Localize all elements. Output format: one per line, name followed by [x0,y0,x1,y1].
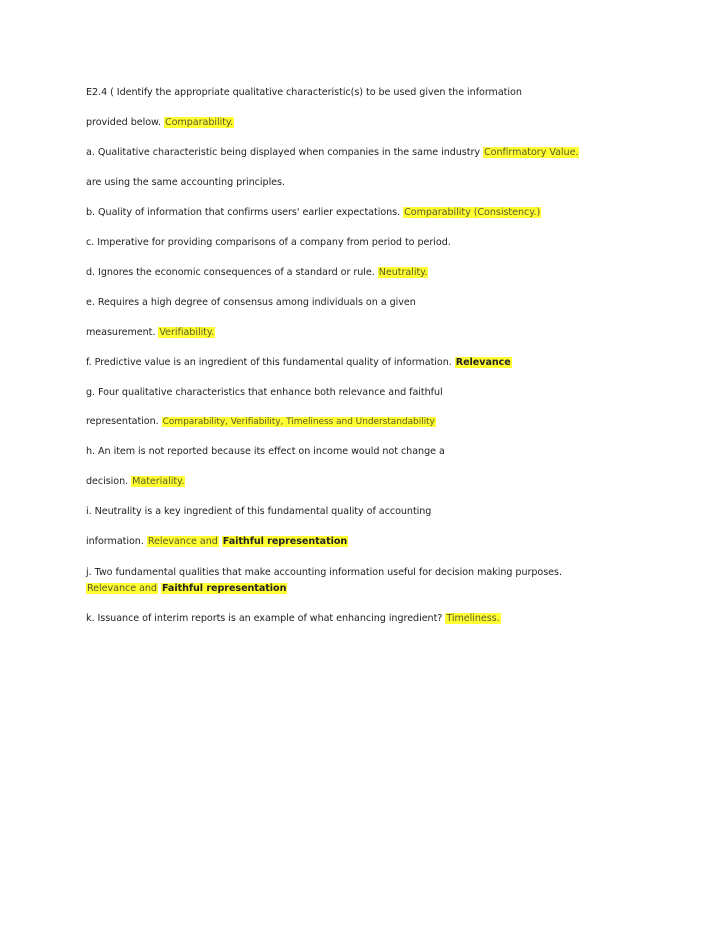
question-h-cont [86,475,185,489]
question-g-cont [86,415,436,429]
answer-highlight: Faithful representation [222,536,348,547]
question-f [86,356,512,370]
answer-highlight: Relevance [455,357,511,368]
question-i-cont [86,535,348,549]
answer-highlight: Confirmatory Value. [483,147,579,158]
question-h [86,445,445,459]
line-text: a. Qualitative characteristic being displayed when companies in the same industry [86,147,483,158]
question-a-cont [86,176,285,190]
line-text: provided below. [86,117,164,128]
question-k [86,612,501,626]
question-j-answer [86,582,287,596]
question-j [86,566,562,580]
question-e [86,296,416,310]
line-text: f. Predictive value is an ingredient of this fundamental quality of information. [86,357,455,368]
line-text: information. [86,536,147,547]
answer-highlight: Relevance and [87,583,157,594]
line-text: d. Ignores the economic consequences of a standard or rule. [86,267,378,278]
line-text: b. Quality of information that confirms users' earlier expectations. [86,207,404,218]
line-text: i. Neutrality is a key ingredient of this fundamental quality of accounting [86,506,432,517]
line-text: c. Imperative for providing comparisons of a company from period to period. [86,237,451,248]
question-intro-answer [86,116,234,130]
answer-highlight: Neutrality. [378,267,428,278]
line-text: e. Requires a high degree of consensus among individuals on a given [86,297,416,308]
answer-highlight: Relevance and [147,536,218,547]
question-g [86,386,443,400]
answer-highlight: Timeliness. [446,613,500,624]
question-d [86,266,428,280]
line-text: measurement. [86,327,159,338]
line-text: decision. [86,476,132,487]
answer-highlight: Verifiability. [159,327,215,338]
question-i [86,505,431,519]
answer-highlight: Materiality. [132,476,185,487]
question-heading [86,86,522,100]
question-b [86,206,541,220]
answer-highlight: Comparability. [164,117,234,128]
line-text: k. Issuance of interim reports is an example of what enhancing ingredient? [86,613,446,624]
line-text: E2.4 ( Identify the appropriate qualitative characteristic(s) to be used given the information [86,87,522,98]
question-e-cont [86,326,215,340]
question-c [86,236,451,250]
question-a [86,146,579,160]
line-text: representation. [86,416,162,427]
line-text: g. Four qualitative characteristics that enhance both relevance and faithful [86,387,443,398]
answer-highlight: Comparability, Verifiability, Timeliness and Understandability [162,417,435,427]
line-text: are using the same accounting principles. [86,177,285,188]
line-text: j. Two fundamental qualities that make accounting information useful for decision making purposes. [86,567,562,578]
line-text: h. An item is not reported because its effect on income would not change a [86,446,445,457]
answer-highlight: Faithful representation [161,583,287,594]
answer-highlight: Comparability (Consistency.) [404,207,541,218]
